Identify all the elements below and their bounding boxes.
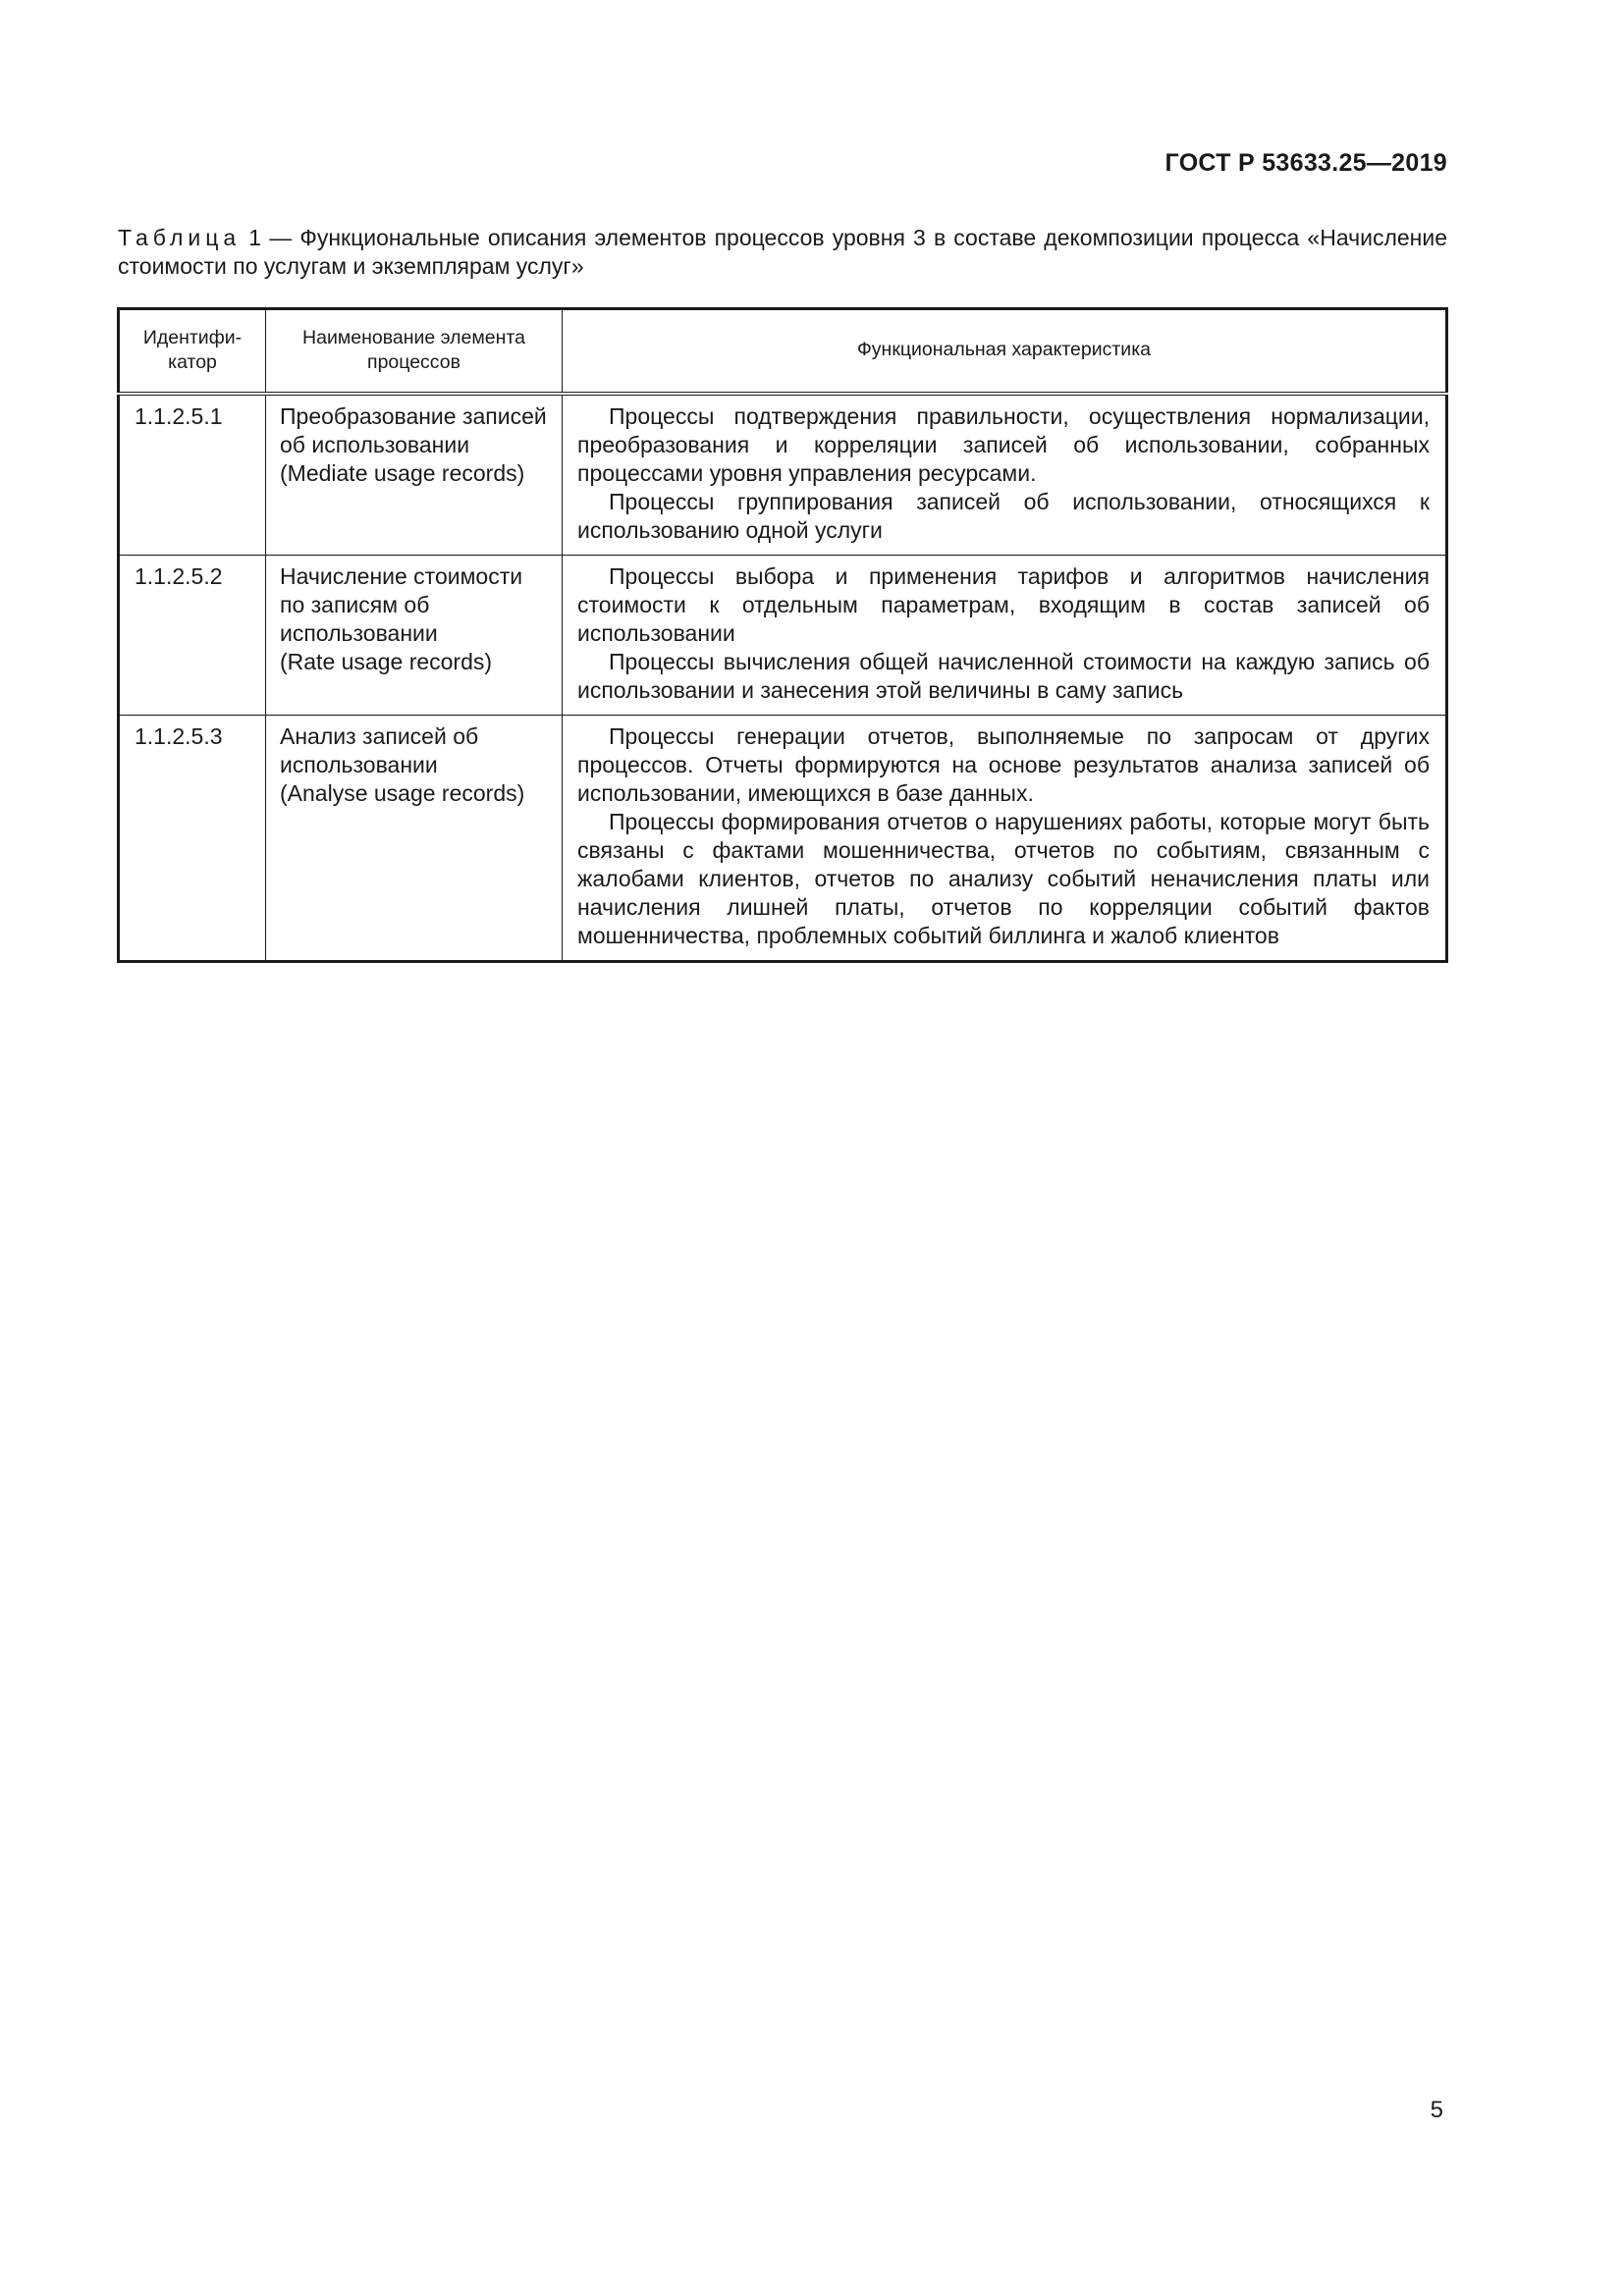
description-paragraph: Процессы генерации отчетов, выполняемые по запросам от других процессов. Отчеты формируются на основе результатов анализа записей об использовании, имеющихся в базе данных.: [577, 723, 1430, 806]
table-caption-title: 1 — Функциональные описания элементов процессов уровня 3 в составе декомпозиции процесса «Начисление стоимости по услугам и экземплярам услуг»: [118, 225, 1447, 279]
cell-functional-description: [563, 716, 1447, 962]
element-name-ru: Анализ записей об использовании: [280, 723, 479, 777]
page-number: 5: [1430, 2097, 1443, 2123]
cell-identifier: 1.1.2.5.1: [119, 394, 266, 556]
description-paragraph: Процессы группирования записей об использовании, относящихся к использованию одной услуги: [577, 489, 1430, 543]
element-name-en: (Mediate usage records): [280, 460, 525, 486]
element-name-ru: Преобразование записей об использовании: [280, 403, 547, 457]
cell-functional-description: [563, 556, 1447, 716]
cell-element-name: [266, 556, 563, 716]
description-paragraph: Процессы выбора и применения тарифов и алгоритмов начисления стоимости к отдельным параметрам, входящим в состав записей об использовании: [577, 563, 1430, 646]
table-row: [119, 394, 1447, 556]
table-header-row: [119, 309, 1447, 395]
cell-identifier: 1.1.2.5.3: [119, 716, 266, 962]
header-element-name: Наименование элемента процессов: [266, 309, 563, 395]
element-name-en: (Analyse usage records): [280, 780, 525, 806]
process-table-container: [117, 307, 1448, 963]
table-caption: [118, 224, 1447, 281]
table-row: [119, 716, 1447, 962]
description-paragraph: Процессы подтверждения правильности, осуществления нормализации, преобразования и корреляции записей об использовании, собранных процессами уровня управления ресурсами.: [577, 403, 1430, 486]
cell-identifier: 1.1.2.5.2: [119, 556, 266, 716]
cell-element-name: [266, 394, 563, 556]
header-identifier: Идентифи- катор: [119, 309, 266, 395]
table-caption-label: Таблица: [118, 225, 242, 250]
description-paragraph: Процессы вычисления общей начисленной стоимости на каждую запись об использовании и занесения этой величины в саму запись: [577, 649, 1430, 703]
table-row: [119, 556, 1447, 716]
header-functional-description: Функциональная характеристика: [563, 309, 1447, 395]
document-code: ГОСТ Р 53633.25—2019: [1164, 149, 1447, 177]
cell-element-name: [266, 716, 563, 962]
element-name-ru: Начисление стоимости по записям об использовании: [280, 563, 523, 646]
element-name-en: (Rate usage records): [280, 649, 493, 674]
description-paragraph: Процессы формирования отчетов о нарушениях работы, которые могут быть связаны с фактами мошенничества, отчетов по событиям, связанным с жалобами клиентов, отчетов по анализу событий неначисления платы или начисления лишней платы, отчетов по корреляции событий фактов мошенничества, проблемных событий биллинга и жалоб клиентов: [577, 809, 1430, 948]
process-elements-table: [117, 307, 1448, 963]
cell-functional-description: [563, 394, 1447, 556]
